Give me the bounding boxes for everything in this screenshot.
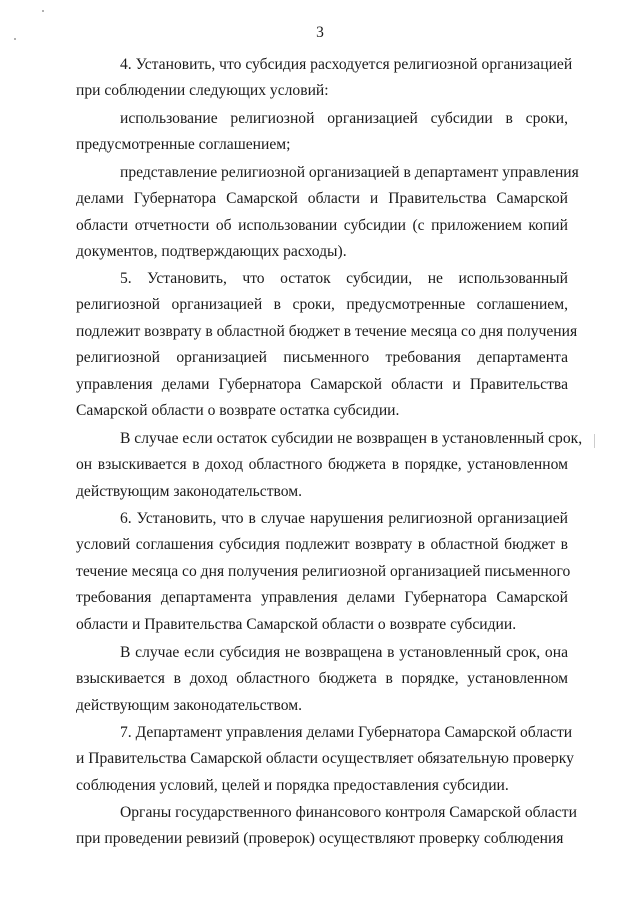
paragraph-p4a [76, 106, 568, 159]
text-line: 4. Установить, что субсидия расходуется религиозной организацией [120, 56, 573, 73]
scan-speck [14, 38, 16, 40]
text-line: подлежит возврату в областной бюджет в течение месяца со дня получения [76, 322, 578, 340]
text-line: Органы государственного финансового контроля Самарской области [120, 804, 577, 821]
text-line: течение месяца со дня получения религиозной организацией письменного [76, 562, 571, 580]
text-line: делами Губернатора Самарской области и Правительства Самарской [76, 190, 568, 208]
text-line: религиозной организацией в сроки, предусмотренные соглашением, [76, 296, 568, 314]
text-line: 7. Департамент управления делами Губернатора Самарской области [120, 724, 573, 741]
text-line: при соблюдении следующих условий: [76, 82, 329, 100]
text-line: при проведении ревизий (проверок) осуществляют проверку соблюдения [76, 830, 564, 848]
text-line: предусмотренные соглашением; [76, 136, 291, 154]
paragraph-p5a [76, 426, 583, 505]
paragraph-p4 [76, 52, 573, 105]
paragraph-p5 [76, 266, 578, 424]
text-line: В случае если остаток субсидии не возвращен в установленный срок, [120, 430, 583, 447]
paragraph-p6a [76, 640, 568, 719]
text-line: религиозной организацией письменного требования департамента [76, 349, 568, 367]
text-line: документов, подтверждающих расходы). [76, 243, 347, 261]
paragraph-p8 [76, 800, 577, 853]
text-line: управления делами Губернатора Самарской области и Правительства [76, 375, 568, 393]
text-line: 5. Установить, что остаток субсидии, не использованный [120, 270, 568, 287]
text-line: действующим законодательством. [76, 482, 303, 500]
text-line: требования департамента управления делами Губернатора Самарской [76, 589, 568, 607]
scan-speck [42, 10, 44, 12]
text-line: взыскивается в доход областного бюджета в порядке, установленном [76, 670, 568, 688]
text-line: использование религиозной организацией субсидии в сроки, [120, 110, 568, 127]
text-line: представление религиозной организацией в департамент управления [120, 164, 579, 181]
text-line: он взыскивается в доход областного бюджета в порядке, установленном [76, 456, 568, 474]
text-line: В случае если субсидия не возвращена в установленный срок, она [120, 644, 568, 661]
text-line: области и Правительства Самарской области о возврате субсидии. [76, 615, 517, 633]
page-number: 3 [316, 24, 324, 41]
text-line: и Правительства Самарской области осуществляет обязательную проверку [76, 750, 574, 768]
text-line: соблюдения условий, целей и порядка предоставления субсидии. [76, 776, 509, 794]
text-line: условий соглашения субсидия подлежит возврату в областной бюджет в [76, 536, 568, 554]
paragraph-p6 [76, 506, 571, 638]
text-line: области отчетности об использовании субсидии (с приложением копий [76, 216, 568, 234]
scan-speck [594, 434, 595, 448]
paragraph-p4b [76, 160, 579, 266]
text-line: действующим законодательством. [76, 696, 303, 714]
text-line: Самарской области о возврате остатка субсидии. [76, 401, 400, 419]
text-line: 6. Установить, что в случае нарушения религиозной организацией [120, 510, 568, 527]
paragraph-p7 [76, 720, 574, 799]
